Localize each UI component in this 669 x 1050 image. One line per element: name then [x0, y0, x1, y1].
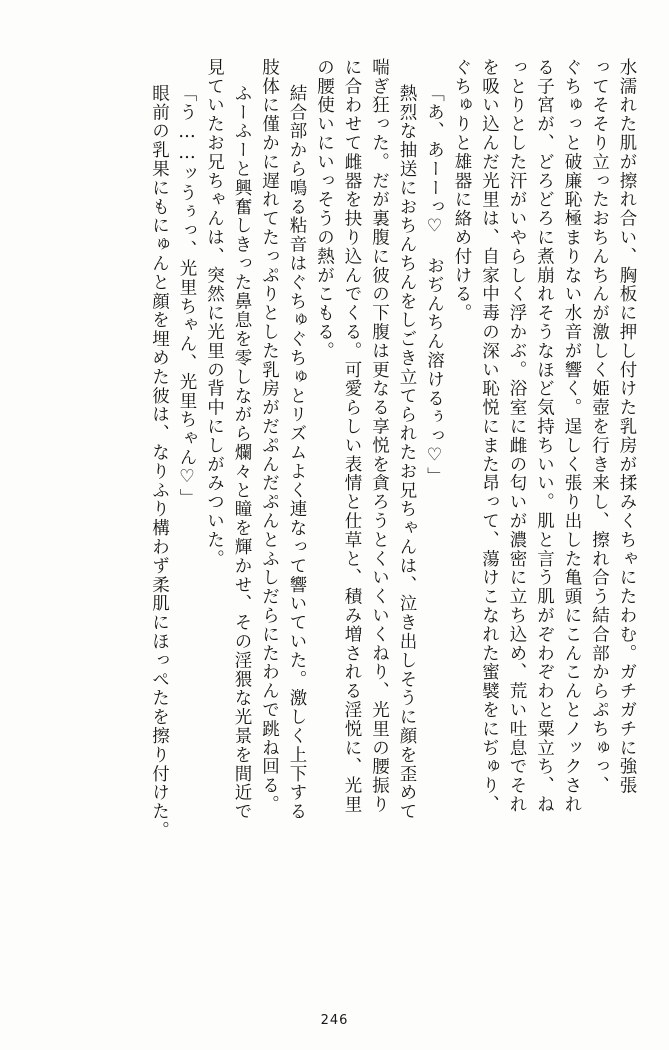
page-number: 246	[320, 1013, 349, 1028]
text-line: 熱烈な抽送におちんちんをしごき立てられたお兄ちゃんは、泣き出しそうに顔を歪めて	[397, 84, 417, 822]
text-line: 結合部から鳴る粘音はぐちゅぐちゅとリズムよく連なって響いていた。激しく上下する	[287, 84, 307, 822]
text-line: 肢体に僅かに遅れてたっぷりとした乳房がだぷんだぷんとふしだらにたわんで跳ね回る。	[259, 58, 280, 814]
vertical-text-body	[34, 58, 635, 988]
text-line: ふーふーと興奮しきった鼻息を零しながら爛々と瞳を輝かせ、その淫猥な光景を間近で	[232, 84, 252, 822]
text-line: 喘ぎ狂った。だが裏腹に彼の下腹は更なる享悦を貪ろうとくいくいくねり、光里の腰振り	[369, 58, 390, 814]
text-line: ぐちゅっと破廉恥極まりない水音が響く。逞しく張り出した亀頭にこんこんとノックされ	[562, 58, 582, 814]
text-line: 見ていたお兄ちゃんは、突然に光里の背中にしがみついた。	[204, 58, 225, 569]
text-line: ぐちゅりと雄器に絡め付ける。	[452, 58, 472, 323]
text-line: を吸い込んだ光里は、自家中毒の深い恥悦にまた昂って、蕩けこなれた蜜襞をにぢゅり、	[479, 58, 500, 814]
text-line: ってそそり立ったおちんちんが激しく姫壺を行き来し、擦れ合う結合部からぷちゅっ、	[589, 58, 610, 796]
text-line: に合わせて雌器を抉り込んでくる。可愛らしい表情と仕草と、積み増される淫悦に、光里	[342, 58, 362, 814]
text-line: 「あ、あーーっ♡ おぢんちん溶けるぅっ♡」	[424, 84, 445, 486]
text-line: 「う……ッうぅっ、光里ちゃん、光里ちゃん♡」	[177, 84, 197, 508]
text-line: る子宮が、どろどろに煮崩れそうなほど気持ちいい。肌と言う肌がぞわぞわと粟立ち、ね	[534, 58, 555, 814]
text-line: 水濡れた肌が擦れ合い、胸板に押し付けた乳房が揉みくちゃにたわむ。ガチガチに強張	[617, 58, 637, 796]
text-line: 眼前の乳果にもにゅんと顔を埋めた彼は、なりふり構わず柔肌にほっぺたを擦り付けた。	[149, 84, 170, 840]
text-line: っとりとした汗がいやらしく浮かぶ。浴室に雌の匂いが濃密に立ち込め、荒い吐息でそれ	[507, 58, 527, 814]
text-line: の腰使いにいっそうの熱がこもる。	[314, 58, 335, 361]
